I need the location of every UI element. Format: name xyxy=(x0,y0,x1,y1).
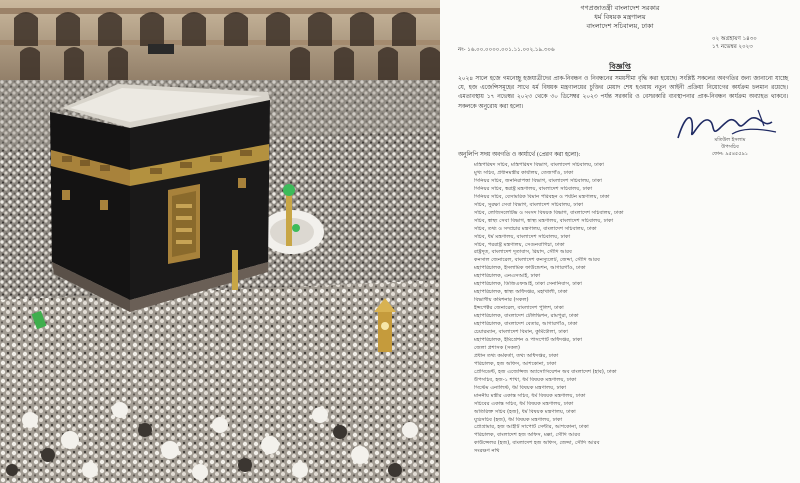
distribution-item: 11. সচিব, পররাষ্ট্র মন্ত্রণালয়, সেগুনবাগিচা, ঢাকা xyxy=(474,242,794,250)
distribution-item: 14. মহাপরিচালক, ইসলামিক ফাউন্ডেশন, আগারগাঁও, ঢাকা xyxy=(474,265,794,273)
distribution-item: 22. চেয়ারম্যান, বাংলাদেশ বিমান, কুর্মিটোলা, ঢাকা xyxy=(474,329,794,337)
doc-body-paragraph: ২০২৪ সালে হজে গমনেচ্ছু হজযাত্রীদের প্রাক-নিবন্ধন ও নিবন্ধনের সময়সীমা বৃদ্ধি করা হয়েছে। সংশ্লিষ্ট সকলের অবগতির জন্য জানানো যাচ্ছে যে, হজ এজেন্সিসমূহের সাথে ধর্ম বিষয়ক মন্ত্রণালয়ের চুক্তির মেয়াদ শেষ হওয়ায় নতুন আইনী প্রক্রিয়া নিয়োগের কার্যক্রম চলমান রয়েছে। এমতাবস্থায় ১৭ নভেম্বর ২০২৩ থেকে ৩০ ডিসেম্বর ২০২৩ পর্যন্ত সরকারি ও বেসরকারি ব্যবস্থাপনার প্রাক-নিবন্ধন কার্যক্রম অব্যাহত থাকবে। সকলকে অনুরোধ করা হলো। xyxy=(458,76,788,110)
distribution-item: 5. সিনিয়র সচিব, বেসামরিক বিমান পরিবহন ও পর্যটন মন্ত্রণালয়, ঢাকা xyxy=(474,194,794,202)
distribution-item: 30. মাননীয় মন্ত্রীর একান্ত সচিব, ধর্ম বিষয়ক মন্ত্রণালয়, ঢাকা xyxy=(474,393,794,401)
distribution-item: 10. সচিব, ধর্ম মন্ত্রণালয়, বাংলাদেশ সচিবালয়, ঢাকা xyxy=(474,234,794,242)
memo-number: নং- ১৬.০০.০০০০.০০১.১১.০০২.১৯.৩০৬ xyxy=(458,47,555,53)
distribution-item: 25. প্রধান তথ্য কর্মকর্তা, তথ্য অধিদপ্তর, ঢাকা xyxy=(474,353,794,361)
signatory-phone: ফোন: ৯৫৪৫৫৯১ xyxy=(711,151,749,157)
distribution-item: 17. মহাপরিচালক, স্বাস্থ্য অধিদপ্তর, মহাখালী, ঢাকা xyxy=(474,289,794,297)
distribution-item: 19. ইন্সপেক্টর জেনারেল, বাংলাদেশ পুলিশ, ঢাকা xyxy=(474,305,794,313)
distribution-item: 32. অতিরিক্ত সচিব (হজ), ধর্ম বিষয়ক মন্ত্রণালয়, ঢাকা xyxy=(474,409,794,417)
distribution-item: 16. মহাপরিচালক, ডিজিএফআই, ঢাকা সেনানিবাস, ঢাকা xyxy=(474,281,794,289)
distribution-item: 4. সিনিয়র সচিব, স্বরাষ্ট্র মন্ত্রণালয়, বাংলাদেশ সচিবালয়, ঢাকা xyxy=(474,186,794,194)
doc-header-line-2: ধর্ম বিষয়ক মন্ত্রণালয় xyxy=(594,13,646,21)
distribution-list xyxy=(454,162,794,456)
distribution-item: 8. সচিব, স্বাস্থ্য সেবা বিভাগ, স্বাস্থ্য মন্ত্রণালয়, বাংলাদেশ সচিবালয়, ঢাকা xyxy=(474,218,794,226)
distribution-item: 18. বিভাগীয় কমিশনার (সকল) xyxy=(474,297,794,305)
distribution-item: 9. সচিব, তথ্য ও সম্প্রচার মন্ত্রণালয়, বাংলাদেশ সচিবালয়, ঢাকা xyxy=(474,226,794,234)
distribution-item: 3. সিনিয়র সচিব, জননিরাপত্তা বিভাগ, বাংলাদেশ সচিবালয়, ঢাকা xyxy=(474,178,794,186)
distribution-item: 36. কাউন্সেলর (হজ), বাংলাদেশ হজ অফিস, জেদ্দা, সৌদি আরব xyxy=(474,440,794,448)
distribution-item: 6. সচিব, সুরক্ষা সেবা বিভাগ, বাংলাদেশ সচিবালয়, ঢাকা xyxy=(474,202,794,210)
doc-date xyxy=(712,35,757,51)
distribution-item: 20. মহাপরিচালক, বাংলাদেশ টেলিভিশন, রামপুরা, ঢাকা xyxy=(474,313,794,321)
distribution-item: 2. মুখ্য সচিব, প্রধানমন্ত্রীর কার্যালয়, তেজগাঁও, ঢাকা xyxy=(474,170,794,178)
distribution-item: 35. পরিচালক, বাংলাদেশ হজ অফিস, মক্কা, সৌদি আরব xyxy=(474,432,794,440)
distribution-item: 21. মহাপরিচালক, বাংলাদেশ বেতার, আগারগাঁও, ঢাকা xyxy=(474,321,794,329)
doc-header-line-1: গণপ্রজাতন্ত্রী বাংলাদেশ সরকার xyxy=(580,4,660,12)
arcade-sign xyxy=(148,44,174,54)
distribution-item: 13. কনসাল জেনারেল, বাংলাদেশ কনস্যুলেট, জেদ্দা, সৌদি আরব xyxy=(474,257,794,265)
doc-date-bangla: ০২ অগ্রহায়ণ ১৪৩০ xyxy=(712,36,757,42)
distribution-item: 29. সিস্টেম এনালিস্ট, ধর্ম বিষয়ক মন্ত্রণালয়, ঢাকা xyxy=(474,385,794,393)
distribution-item: 26. পরিচালক, হজ অফিস, আশকোনা, ঢাকা xyxy=(474,361,794,369)
distribution-item: 33. যুগ্মসচিব (হজ), ধর্ম বিষয়ক মন্ত্রণালয়, ঢাকা xyxy=(474,417,794,425)
doc-date-gregorian: ১৭ নভেম্বর ২০২৩ xyxy=(712,44,753,50)
distribution-item: 37. সংরক্ষণ নথি xyxy=(474,448,794,456)
distribution-item: 34. প্রোগ্রামার, হজ আইটি সাপোর্ট সেন্টার, আশকোনা, ঢাকা xyxy=(474,424,794,432)
distribution-heading: অনুলিপি সদয় অবগতি ও কার্যার্থে (প্রেরণ করা হলো): xyxy=(458,152,581,158)
distribution-item: 1. মন্ত্রিপরিষদ সচিব, মন্ত্রিপরিষদ বিভাগ, বাংলাদেশ সচিবালয়, ঢাকা xyxy=(474,162,794,170)
distribution-item: 28. উপসচিব, হজ-১ শাখা, ধর্ম বিষয়ক মন্ত্রণালয়, ঢাকা xyxy=(474,377,794,385)
doc-header xyxy=(440,4,800,31)
signature-block xyxy=(690,137,770,158)
distribution-item: 27. প্রেসিডেন্ট, হজ এজেন্সিজ অ্যাসোসিয়েশন অব বাংলাদেশ (হাব), ঢাকা xyxy=(474,369,794,377)
doc-header-line-3: বাংলাদেশ সচিবালয়, ঢাকা xyxy=(586,22,654,30)
doc-title: বিজ্ঞপ্তি xyxy=(609,62,631,71)
distribution-item: 23. মহাপরিচালক, ইমিগ্রেশন ও পাসপোর্ট অধিদপ্তর, ঢাকা xyxy=(474,337,794,345)
signatory-designation: উপসচিব xyxy=(721,144,739,150)
signatory-name: মতিউল ইসলাম xyxy=(714,137,746,143)
distribution-item: 7. সচিব, লেজিসলেটিভ ও সংসদ বিষয়ক বিভাগ, বাংলাদেশ সচিবালয়, ঢাকা xyxy=(474,210,794,218)
distribution-item: 31. সচিবের একান্ত সচিব, ধর্ম বিষয়ক মন্ত্রণালয়, ঢাকা xyxy=(474,401,794,409)
distribution-item: 15. মহাপরিচালক, এনএসআই, ঢাকা xyxy=(474,273,794,281)
distribution-item: 12. রাষ্ট্রদূত, বাংলাদেশ দূতাবাস, রিয়াদ, সৌদি আরব xyxy=(474,249,794,257)
distribution-item: 24. জেলা প্রশাসক (সকল) xyxy=(474,345,794,353)
government-notice-document xyxy=(440,0,800,483)
